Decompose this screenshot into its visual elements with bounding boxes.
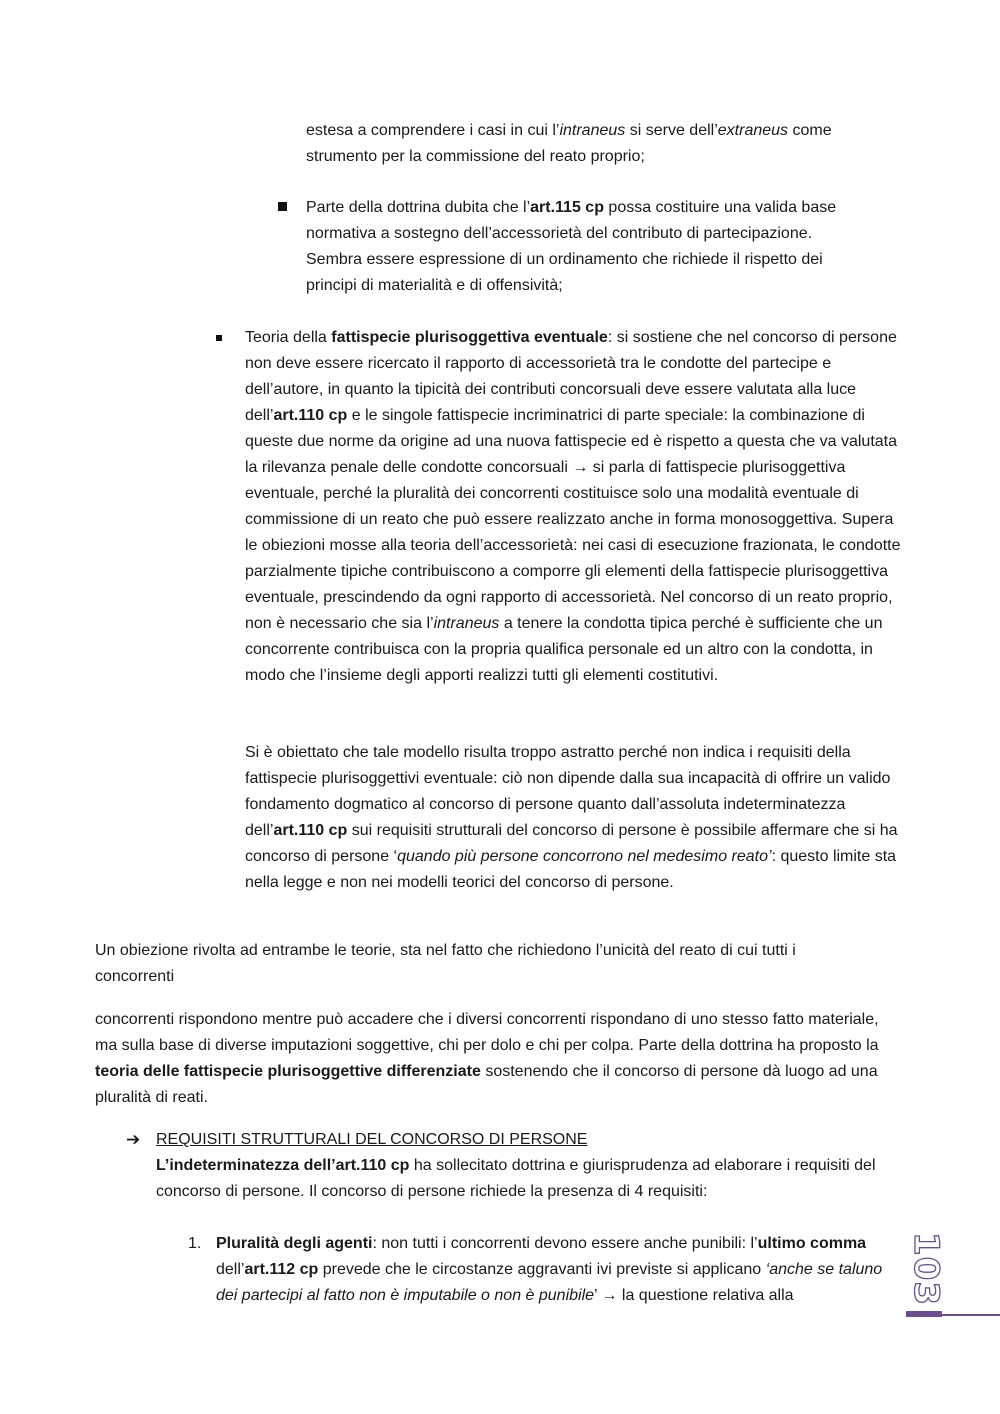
- un-obiezione-text: Un obiezione rivolta ad entrambe le teorie, sta nel fatto che richiedono l’unicità del reato di cui tutti i concorrenti: [95, 942, 796, 985]
- text-run-bold: L’indeterminatezza dell’art.110 cp: [156, 1157, 410, 1174]
- text-run: si parla di fattispecie plurisoggettiva eventuale, perché la pluralità dei concorrenti costituisce solo una modalità eventuale di commissione di un reato che può essere realizzato anche in forma monosoggettiva. Supera le obiezioni mosse alla teoria dell’accessorietà: nei casi di esecuzione frazionata, le condotte parzialmente tipiche contribuiscono a comporre gli elementi della fattispecie plurisoggettiva eventuale, prescindendo da ogni rapporto di accessorietà. Nel concorso di un reato proprio, non è necessario che sia l’: [245, 459, 901, 632]
- text-run-bold: art.110 cp: [273, 407, 348, 424]
- un-obiezione-paragraph: [95, 938, 875, 990]
- concorrenti-text: [95, 1007, 905, 1111]
- list-number: 1.: [188, 1235, 202, 1252]
- text-run: la questione relativa alla: [617, 1287, 794, 1304]
- text-run-italic: extraneus: [717, 122, 789, 139]
- text-run: sostenendo che il concorso di persone dà luogo ad una pluralità di reati.: [95, 1063, 878, 1106]
- text-run-italic: intraneus: [433, 615, 500, 632]
- text-run-italic: intraneus: [559, 122, 626, 139]
- arrow-icon: →: [601, 1287, 618, 1304]
- text-run: concorrenti rispondono mentre può accadere che i diversi concorrenti rispondano di uno stesso fatto materiale, ma sulla base di diverse imputazioni soggettive, chi per dolo e chi per colpa. Parte della dottrina ha proposto la: [95, 1011, 879, 1054]
- text-run: estesa a comprendere i casi in cui l’: [306, 122, 560, 139]
- text-run: prevede che le circostanze aggravanti ivi previste si applicano: [318, 1261, 766, 1278]
- text-run-italic: ‘anche se taluno dei partecipi al fatto non è imputabile o non è punibile: [216, 1261, 883, 1304]
- text-run: Si è obiettato che tale modello risulta troppo astratto perché non indica i requisiti della fattispecie plurisoggettivi eventuale: ciò non dipende dalla sua incapacità di offrire un valido fondamento dogmatico al concorso di persone quanto dall’assoluta indeterminatezza dell’: [245, 744, 891, 839]
- text-run-italic: quando più persone concorrono nel medesimo reato’: [397, 848, 772, 865]
- continuation-text: [306, 118, 866, 170]
- text-run: ha sollecitato dottrina e giurisprudenza ad elaborare i requisiti del concorso di persone. Il concorso di persone richiede la presenza di 4 requisiti:: [156, 1157, 876, 1200]
- obiezione-paragraph: [245, 740, 905, 896]
- list-item-text: [216, 1231, 906, 1309]
- list-item: [216, 1231, 906, 1309]
- obiezione-text: [245, 740, 905, 896]
- teoria-text: [245, 325, 905, 689]
- continuation-paragraph: [306, 118, 866, 170]
- small-bullet-icon: [216, 335, 222, 341]
- text-run: : non tutti i concorrenti devono essere anche punibili: l’: [372, 1235, 758, 1252]
- text-run: Parte della dottrina dubita che l’: [306, 199, 531, 216]
- text-run-bold: Pluralità degli agenti: [216, 1235, 373, 1252]
- text-run-bold: art.115 cp: [530, 199, 604, 216]
- text-run-bold: art.110 cp: [273, 822, 348, 839]
- arrow-icon: →: [572, 459, 589, 476]
- page-number-bar: [906, 1311, 942, 1317]
- text-run: si serve dell’: [625, 122, 718, 139]
- page-number: 103: [906, 1232, 946, 1306]
- bullet-art115: [306, 195, 866, 299]
- text-run: come strumento per la commissione del reato proprio;: [306, 122, 832, 165]
- text-run: dell’: [216, 1261, 245, 1278]
- arrow-right-icon: ➔: [126, 1130, 141, 1149]
- requisiti-text: [156, 1153, 896, 1205]
- square-bullet-icon: [278, 202, 287, 211]
- text-run-bold: fattispecie plurisoggettiva eventuale: [331, 329, 608, 346]
- text-run-bold: art.112 cp: [244, 1261, 319, 1278]
- bullet-teoria: [245, 325, 905, 689]
- page-number-rule: [940, 1314, 1000, 1316]
- text-run: possa costituire una valida base normativa a sostegno dell’accessorietà del contributo di partecipazione. Sembra essere espressione di un ordinamento che richiede il rispetto dei principi di materialità e di offensività;: [306, 199, 837, 294]
- text-run: : si sostiene che nel concorso di persone non deve essere ricercato il rapporto di accessorietà tra le condotte del partecipe e dell’autore, in quanto la tipicità dei contributi concorsuali deve essere valutata alla luce dell’: [245, 329, 897, 424]
- text-run: e le singole fattispecie incriminatrici di parte speciale: la combinazione di queste due norme da origine ad una nuova fattispecie ed è rispetto a questa che va valutata la rilevanza penale delle condotte concorsuali: [245, 407, 897, 476]
- requisiti-section: [156, 1127, 896, 1205]
- bullet-art115-text: [306, 195, 866, 299]
- text-run: sui requisiti strutturali del concorso di persone è possibile affermare che si ha concorso di persone ‘: [245, 822, 898, 865]
- text-run: a tenere la condotta tipica perché è sufficiente che un concorrente contribuisca con la propria qualifica personale ed un altro con la condotta, in modo che l’insieme degli apporti realizzi tutti gli elementi costitutivi.: [245, 615, 883, 684]
- text-run-bold: teoria delle fattispecie plurisoggettive differenziate: [95, 1063, 481, 1080]
- text-run-bold: ultimo comma: [757, 1235, 867, 1252]
- requisiti-heading: REQUISITI STRUTTURALI DEL CONCORSO DI PERSONE: [156, 1131, 588, 1148]
- text-run: : questo limite sta nella legge e non nei modelli teorici del concorso di persone.: [245, 848, 897, 891]
- concorrenti-paragraph: [95, 1007, 905, 1111]
- text-run: ’: [594, 1287, 602, 1304]
- text-run: Teoria della: [245, 329, 332, 346]
